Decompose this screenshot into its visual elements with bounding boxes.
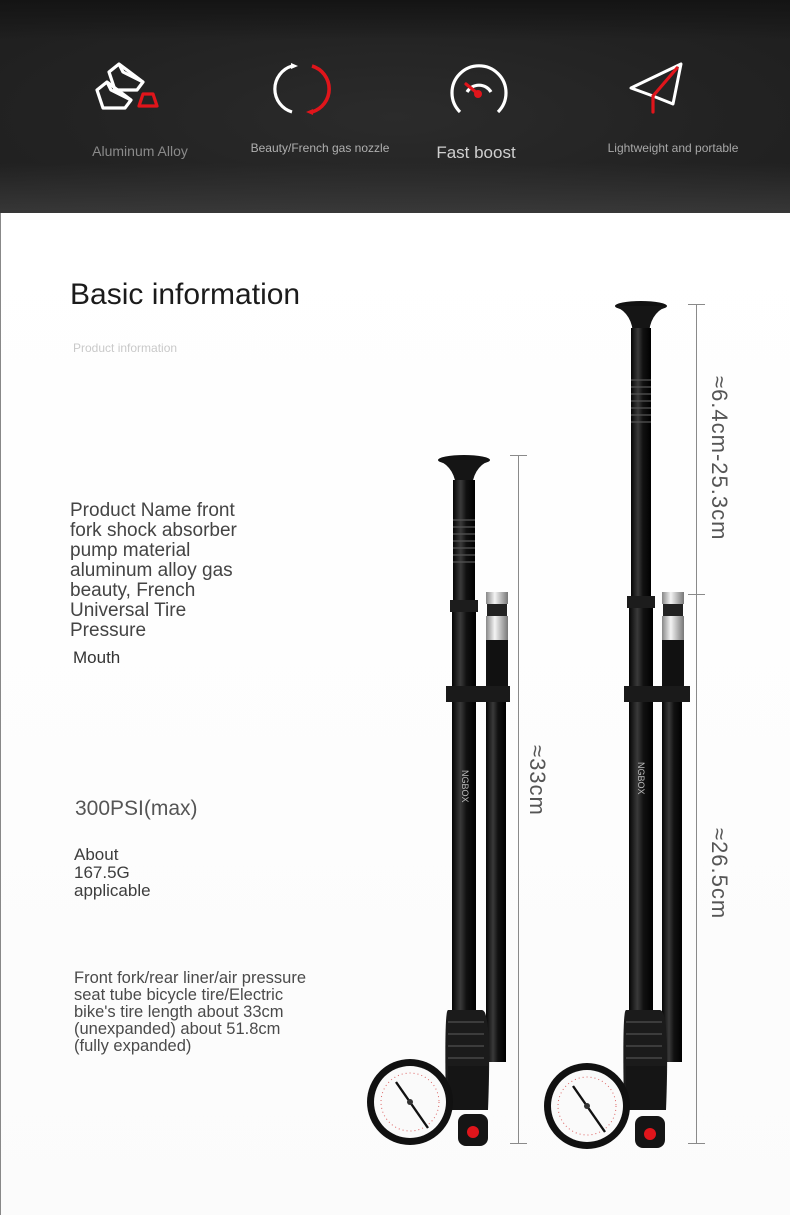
feature-aluminum-alloy: [92, 58, 164, 118]
dimension-cap-bottom: [688, 1143, 705, 1144]
speedometer-icon: [448, 60, 510, 116]
feature-gas-nozzle: [272, 60, 332, 118]
pump-unexpanded-image: [360, 450, 510, 1160]
feature-banner: [0, 0, 790, 213]
feature-label-lightweight: Lightweight and portable: [607, 141, 739, 155]
paper-plane-icon: [627, 60, 685, 116]
feature-label-boost: Fast boost: [436, 143, 516, 162]
spec-applicable-label: applicable: [74, 881, 151, 900]
spec-weight-value: 167.5G: [74, 863, 130, 882]
feature-lightweight: [626, 60, 686, 116]
spec-pressure: 300PSI(max): [75, 797, 198, 820]
dimension-label-extension: ≈6.4cm-25.3cm: [707, 376, 732, 541]
spec-weight-about: About: [74, 845, 119, 864]
dimension-cap-top: [510, 455, 527, 456]
dimension-cap-bottom: [510, 1143, 527, 1144]
dimension-line-33cm: [518, 455, 519, 1143]
section-title: Basic information: [70, 278, 301, 311]
pump-expanded-image: [540, 300, 690, 1160]
dimension-line-body: [696, 595, 697, 1143]
aluminum-ingot-icon: [93, 58, 163, 118]
spec-mouth: Mouth: [73, 648, 121, 667]
dimension-label-unexpanded: ≈33cm: [525, 745, 550, 816]
brand-mark: NGBOX: [636, 762, 646, 795]
dimension-line-extension: [696, 304, 697, 594]
dimension-cap-top: [688, 304, 705, 305]
feature-fast-boost: [448, 60, 510, 116]
brand-mark: NGBOX: [460, 770, 470, 803]
spec-applicable: Front fork/rear liner/air pressure seat tube bicycle tire/Electric bike's tire length about 33cm (unexpanded) about 51.8cm (fully expanded): [74, 969, 306, 1055]
dimension-label-body: ≈26.5cm: [707, 828, 732, 920]
nozzle-rotate-icon: [272, 60, 332, 118]
feature-label-nozzle: Beauty/French gas nozzle: [250, 141, 390, 155]
section-subtitle: Product information: [73, 341, 178, 355]
feature-label-aluminum: Aluminum Alloy: [92, 143, 188, 159]
spec-product-name: Product Name front fork shock absorber pump material aluminum alloy gas beauty, French Universal Tire Pressure: [70, 500, 237, 641]
